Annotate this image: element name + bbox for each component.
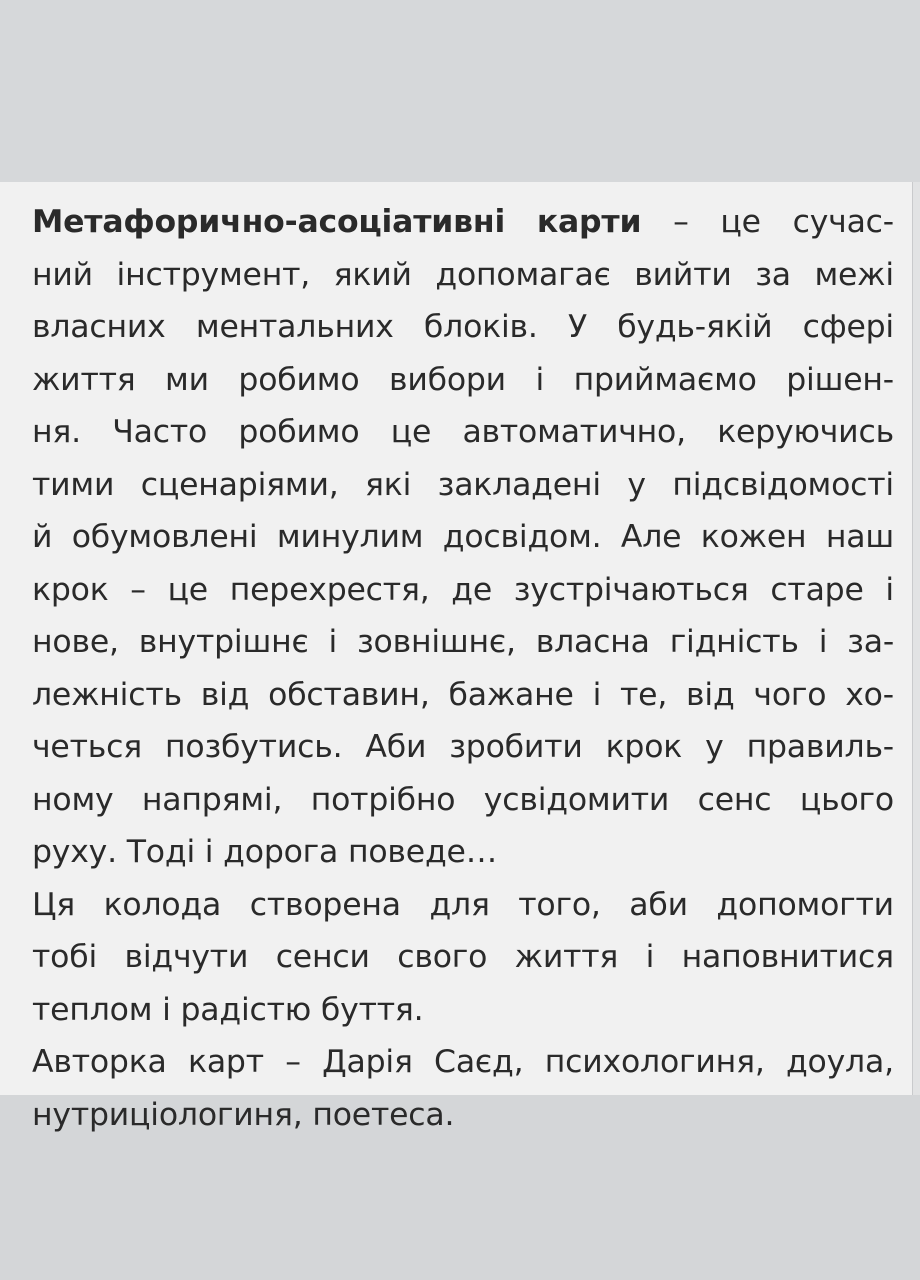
- word: сенс: [697, 781, 772, 818]
- bold-word: карти: [536, 204, 642, 240]
- word: лежність: [32, 676, 182, 713]
- word: сфері: [802, 309, 894, 345]
- word: від: [200, 676, 250, 713]
- word: У: [567, 309, 587, 345]
- line-text: руху. Тоді і дорога поведе…: [32, 834, 498, 870]
- text-line: [32, 616, 894, 669]
- card-edge: [912, 182, 920, 1095]
- word: наш: [825, 519, 894, 555]
- text-line: [32, 984, 894, 1037]
- word: керуючись: [717, 414, 894, 450]
- word: сучас-: [792, 204, 894, 240]
- text-line: [32, 511, 894, 564]
- word: четься: [32, 729, 142, 765]
- text-line: [32, 931, 894, 984]
- text-line: [32, 564, 894, 617]
- word: того,: [518, 886, 601, 923]
- word: кожен: [700, 519, 807, 555]
- word: й: [32, 519, 53, 555]
- word: аби: [629, 886, 688, 923]
- word: тими: [32, 466, 115, 503]
- word: будь-якій: [617, 309, 773, 345]
- line-text: теплом і радістю буття.: [32, 991, 424, 1028]
- word: ня.: [32, 414, 81, 450]
- word: і: [818, 624, 828, 660]
- word: позбутись.: [164, 729, 343, 765]
- text-line: [32, 301, 894, 354]
- word: це: [167, 571, 208, 608]
- word: карт: [188, 1044, 264, 1080]
- word: Аби: [365, 729, 427, 765]
- word: які: [365, 466, 412, 503]
- text-line: [32, 826, 894, 879]
- word: доула,: [785, 1044, 894, 1080]
- word: робимо: [238, 414, 360, 450]
- word: у: [627, 466, 646, 503]
- word: закладені: [437, 466, 601, 503]
- word: потрібно: [310, 781, 456, 818]
- word: це: [390, 414, 432, 450]
- word: інструмент,: [116, 256, 311, 293]
- text-line: [32, 669, 894, 722]
- card-description-text: [32, 196, 894, 1141]
- word: обумовлені: [71, 519, 258, 555]
- word: ному: [32, 781, 114, 818]
- word: наповнитися: [681, 939, 894, 975]
- word: старе: [770, 571, 864, 608]
- word: те,: [620, 676, 668, 713]
- word: і: [328, 624, 338, 660]
- word: сенси: [275, 939, 370, 975]
- word: рішен-: [786, 361, 894, 398]
- word: життя: [32, 361, 136, 398]
- word: –: [130, 571, 146, 608]
- word: підсвідомості: [672, 466, 894, 503]
- word: робимо: [238, 361, 360, 398]
- text-line: [32, 459, 894, 512]
- word: зовнішнє,: [356, 624, 516, 660]
- text-line: [32, 879, 894, 932]
- word: нове,: [32, 624, 119, 660]
- word: сценаріями,: [140, 466, 339, 503]
- word: який: [333, 256, 412, 293]
- word: від: [686, 676, 735, 713]
- word: це: [720, 204, 761, 240]
- word: напрямі,: [141, 781, 283, 818]
- word: зустрічаються: [513, 571, 749, 608]
- word: зробити: [449, 729, 583, 765]
- word: власних: [32, 309, 166, 345]
- word: крок: [32, 571, 109, 608]
- word: у: [705, 729, 724, 765]
- word: власна: [535, 624, 650, 660]
- word: і: [592, 676, 602, 713]
- word: цього: [799, 781, 894, 818]
- word: Ця: [32, 886, 76, 923]
- word: чого: [753, 676, 827, 713]
- word: вийти: [634, 256, 732, 293]
- text-line: [32, 1036, 894, 1089]
- word: досвідом.: [442, 519, 602, 555]
- word: бажане: [448, 676, 574, 713]
- word: внутрішнє: [138, 624, 309, 660]
- word: Авторка: [32, 1044, 167, 1080]
- word: вибори: [388, 361, 506, 398]
- word: тобі: [32, 939, 97, 975]
- word: хо-: [845, 676, 894, 713]
- word: –: [285, 1044, 301, 1080]
- word: свого: [397, 939, 488, 975]
- word: межі: [814, 256, 894, 293]
- word: усвідомити: [483, 781, 670, 818]
- text-line: [32, 354, 894, 407]
- word: відчути: [124, 939, 249, 975]
- text-line: [32, 774, 894, 827]
- word: і: [885, 571, 894, 608]
- word: перехрестя,: [229, 571, 430, 608]
- word: допомагає: [435, 256, 611, 293]
- text-line: [32, 196, 894, 249]
- line-text: нутриціологиня, поетеса.: [32, 1096, 455, 1133]
- word: допомогти: [716, 886, 894, 923]
- word: для: [429, 886, 490, 923]
- background-top: [0, 0, 920, 182]
- word: Але: [620, 519, 682, 555]
- word: за: [755, 256, 791, 293]
- word: ний: [32, 256, 93, 293]
- word: Дарія: [322, 1044, 413, 1080]
- word: створена: [249, 886, 401, 923]
- word: ми: [165, 361, 209, 398]
- word: і: [645, 939, 655, 975]
- word: Часто: [112, 414, 208, 450]
- word: ментальних: [195, 309, 394, 345]
- word: і: [535, 361, 545, 398]
- word: психологиня,: [544, 1044, 765, 1080]
- word: правиль-: [746, 729, 894, 765]
- word: колода: [103, 886, 222, 923]
- bold-word: Метафорично-асоціативні: [32, 204, 506, 240]
- word: гідність: [669, 624, 799, 660]
- word: автоматично,: [462, 414, 686, 450]
- text-line: [32, 1089, 894, 1142]
- word: минулим: [276, 519, 424, 555]
- word: за-: [847, 624, 894, 660]
- word: де: [451, 571, 493, 608]
- word: Саєд,: [434, 1044, 524, 1080]
- text-line: [32, 249, 894, 302]
- word: крок: [605, 729, 683, 765]
- text-line: [32, 406, 894, 459]
- word: –: [673, 204, 689, 240]
- word: обставин,: [268, 676, 430, 713]
- word: життя: [514, 939, 619, 975]
- word: блоків.: [423, 309, 538, 345]
- text-line: [32, 721, 894, 774]
- word: приймаємо: [573, 361, 757, 398]
